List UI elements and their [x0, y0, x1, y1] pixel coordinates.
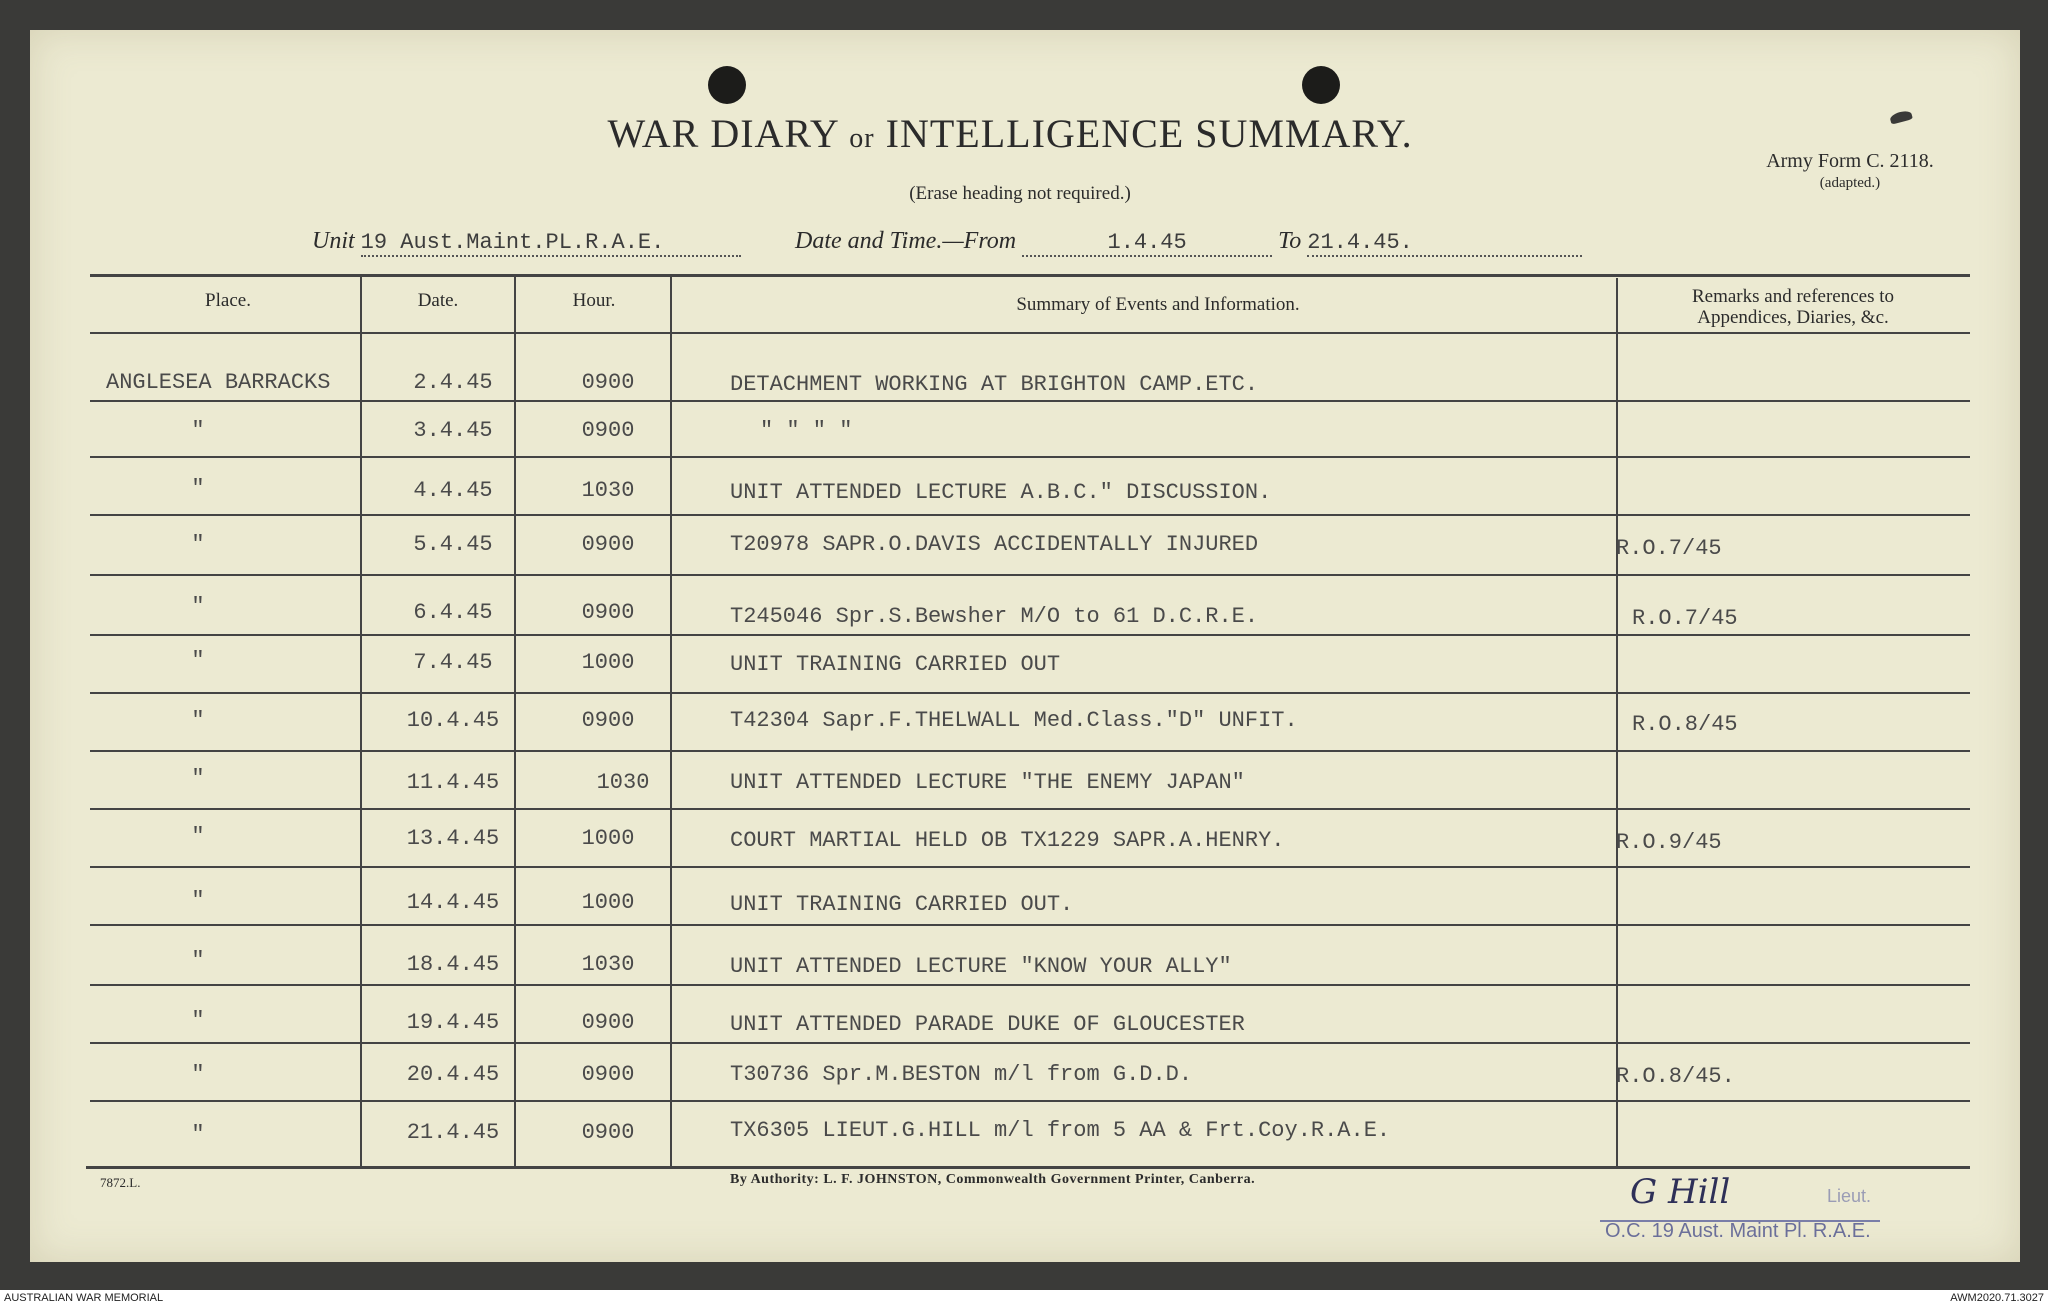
officer-signature: G Hill: [1630, 1172, 1731, 1212]
remarks-header-line1: Remarks and references to: [1691, 286, 1895, 307]
punch-hole-right: [1302, 66, 1340, 104]
row-sep: [90, 808, 1970, 810]
row-sep: [90, 750, 1970, 752]
place-cell: ": [191, 708, 205, 733]
place-cell: ": [191, 888, 205, 913]
summary-cell: T30736 Spr.M.BESTON m/l from G.D.D.: [730, 1062, 1193, 1087]
summary-cell: UNIT ATTENDED LECTURE "THE ENEMY JAPAN": [730, 770, 1245, 795]
army-form-note: (adapted.): [1819, 175, 1881, 191]
summary-cell: " " " ": [760, 418, 853, 443]
archive-name: AUSTRALIAN WAR MEMORIAL: [4, 1292, 164, 1304]
date-cell: 13.4.45: [406, 826, 500, 851]
hour-cell: 1000: [581, 650, 635, 675]
army-form-number: Army Form C. 2118.: [1766, 150, 1934, 172]
title-or: or: [849, 123, 875, 154]
form-number: 7872.L.: [100, 1175, 141, 1190]
remarks-cell: R.O.7/45: [1616, 536, 1722, 561]
date-cell: 19.4.45: [406, 1010, 500, 1035]
remarks-cell: R.O.7/45: [1632, 606, 1738, 631]
date-cell: 7.4.45: [413, 650, 493, 675]
row-sep: [90, 924, 1970, 926]
col-header-summary: Summary of Events and Information.: [1016, 294, 1300, 315]
row-sep: [90, 866, 1970, 868]
summary-cell: UNIT TRAINING CARRIED OUT.: [730, 892, 1074, 917]
page-title: [570, 110, 1450, 157]
summary-cell: T42304 Sapr.F.THELWALL Med.Class."D" UNFIT.: [730, 708, 1298, 733]
hour-cell: 0900: [581, 532, 635, 557]
row-sep: [90, 514, 1970, 516]
date-cell: 3.4.45: [413, 418, 493, 443]
place-cell: ": [191, 476, 205, 501]
summary-cell: COURT MARTIAL HELD OB TX1229 SAPR.A.HENRY.: [730, 828, 1285, 853]
col-header-date: Date.: [417, 290, 459, 311]
summary-cell: UNIT ATTENDED PARADE DUKE OF GLOUCESTER: [730, 1012, 1245, 1037]
date-cell: 11.4.45: [406, 770, 500, 795]
date-cell: 10.4.45: [406, 708, 500, 733]
row-sep: [90, 984, 1970, 986]
hour-cell: 0900: [581, 1062, 635, 1087]
date-to-label: To: [1278, 228, 1302, 254]
place-cell: ": [191, 648, 205, 673]
date-from-value: 1.4.45: [1107, 230, 1187, 255]
summary-cell: TX6305 LIEUT.G.HILL m/l from 5 AA & Frt.Coy.R.A.E.: [730, 1118, 1391, 1143]
hour-cell: 0900: [581, 370, 635, 395]
hour-cell: 0900: [581, 600, 635, 625]
row-sep: [90, 634, 1970, 636]
unit-value: 19 Aust.Maint.PL.R.A.E.: [360, 230, 665, 255]
row-sep: [90, 1042, 1970, 1044]
punch-hole-left: [708, 66, 746, 104]
title-war-diary: WAR DIARY: [607, 111, 839, 156]
place-cell: ": [191, 594, 205, 619]
title-intelligence-summary: INTELLIGENCE SUMMARY.: [885, 111, 1413, 156]
remarks-cell: R.O.8/45: [1632, 712, 1738, 737]
col-header-remarks: [1638, 286, 1948, 328]
col-header-hour: Hour.: [572, 290, 616, 311]
place-cell: ": [191, 766, 205, 791]
col-header-place: Place.: [205, 290, 251, 311]
date-cell: 20.4.45: [406, 1062, 500, 1087]
row-sep: [90, 1100, 1970, 1102]
table-top-border: [90, 274, 1970, 277]
date-to-value: 21.4.45.: [1307, 230, 1413, 255]
date-from-label: Date and Time.—From: [795, 228, 1017, 254]
hour-cell: 0900: [581, 708, 635, 733]
summary-cell: UNIT ATTENDED LECTURE A.B.C." DISCUSSION.: [730, 480, 1272, 505]
stamp-rank: Lieut.: [1827, 1186, 1872, 1206]
unit-label: Unit: [312, 228, 355, 254]
hour-cell: 0900: [581, 1120, 635, 1145]
date-cell: 4.4.45: [413, 478, 493, 503]
paper-tear: [1889, 109, 1913, 124]
hour-cell: 0900: [581, 418, 635, 443]
hour-cell: 1000: [581, 890, 635, 915]
archive-credit-bar: [0, 1290, 2048, 1307]
subtitle: (Erase heading not required.): [909, 183, 1131, 204]
row-sep: [90, 692, 1970, 694]
date-cell: 2.4.45: [413, 370, 493, 395]
archive-id: AWM2020.71.3027: [1950, 1292, 2044, 1304]
stamp-text: O.C. 19 Aust. Maint Pl. R.A.E.: [1605, 1220, 1871, 1242]
row-sep: [90, 574, 1970, 576]
summary-cell: UNIT ATTENDED LECTURE "KNOW YOUR ALLY": [730, 954, 1232, 979]
diary-table: [58, 242, 1970, 1147]
remarks-cell: R.O.8/45.: [1616, 1064, 1735, 1089]
remarks-cell: R.O.9/45: [1616, 830, 1722, 855]
place-cell: ": [191, 532, 205, 557]
row-sep: [90, 400, 1970, 402]
place-cell: ": [191, 1062, 205, 1087]
summary-cell: T245046 Spr.S.Bewsher M/O to 61 D.C.R.E.: [730, 604, 1259, 629]
hour-cell: 1000: [581, 826, 635, 851]
hour-cell: 1030: [581, 952, 635, 977]
date-cell: 18.4.45: [406, 952, 500, 977]
date-cell: 21.4.45: [406, 1120, 500, 1145]
printer-authority: By Authority: L. F. JOHNSTON, Commonwealth Government Printer, Canberra.: [730, 1172, 1256, 1187]
date-cell: 6.4.45: [413, 600, 493, 625]
hour-cell: 1030: [581, 478, 635, 503]
header-underline: [90, 332, 1970, 334]
place-cell: ": [191, 948, 205, 973]
summary-cell: DETACHMENT WORKING AT BRIGHTON CAMP.ETC.: [730, 372, 1259, 397]
summary-cell: T20978 SAPR.O.DAVIS ACCIDENTALLY INJURED: [730, 532, 1259, 557]
summary-cell: UNIT TRAINING CARRIED OUT: [730, 652, 1061, 677]
col-sep-summary: [1616, 278, 1618, 1166]
row-sep: [90, 456, 1970, 458]
date-cell: 5.4.45: [413, 532, 493, 557]
hour-cell: 1030: [596, 770, 650, 795]
date-cell: 14.4.45: [406, 890, 500, 915]
army-form-label: [1740, 150, 1960, 194]
place-cell: ": [191, 1122, 205, 1147]
hour-cell: 0900: [581, 1010, 635, 1035]
table-bottom-border: [86, 1166, 1970, 1169]
place-cell: ANGLESEA BARRACKS: [106, 370, 331, 395]
place-cell: ": [191, 1008, 205, 1033]
place-cell: ": [191, 824, 205, 849]
remarks-header-line2: Appendices, Diaries, &c.: [1697, 307, 1889, 328]
place-cell: ": [191, 418, 205, 443]
